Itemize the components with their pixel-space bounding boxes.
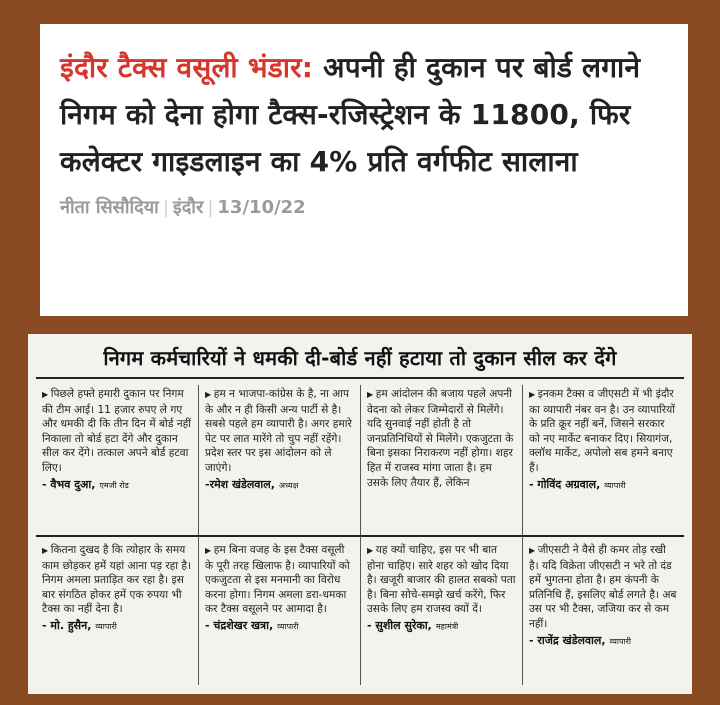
quote-text: ▶ इनकम टैक्स व जीएसटी में भी इंदौर का व्यापारी नंबर वन है। उन व्यापारियों के प्रति क्रूर नहीं बनें, जिसने सरकार को नए मार्केट बनाकर दिए। सियागंज, क्लॉथ मार्केट, अपोलो सब हमने बनाए हैं। xyxy=(529,387,678,476)
quote-author: - सुशील सुरेका, xyxy=(367,618,432,632)
byline-divider: | xyxy=(207,197,214,218)
quote-signature xyxy=(205,619,354,635)
quote-author: - राजेंद्र खंडेलवाल, xyxy=(529,633,606,647)
quote-cell xyxy=(522,535,684,685)
headline xyxy=(60,44,670,185)
quote-signature xyxy=(205,478,354,494)
byline-divider: | xyxy=(162,197,169,218)
publish-date: 13/10/22 xyxy=(217,197,306,218)
quote-author: - गोविंद अग्रवाल, xyxy=(529,477,601,491)
headline-highlight: इंदौर टैक्स वसूली भंडार: xyxy=(60,51,314,84)
quote-cell xyxy=(360,535,522,685)
quote-cell xyxy=(198,385,360,535)
quotes-grid xyxy=(36,385,684,685)
quote-signature xyxy=(42,619,192,635)
quote-role: व्यापारी xyxy=(604,480,626,490)
quote-text: ▶ हम न भाजपा-कांग्रेस के है, ना आप के और न ही किसी अन्य पार्टी से है। सबसे पहले हम व्यापारी है। अगर हमारे पेट पर लात मारेंगे तो चुप नहीं रहेंगे। प्रदेश स्तर पर इस आंदोलन को ले जाएंगे। xyxy=(205,387,354,476)
quote-role: व्यापारी xyxy=(95,621,117,631)
quote-role: व्यापारी xyxy=(277,621,299,631)
quote-author: -रमेश खंडेलवाल, xyxy=(205,477,275,491)
quote-author: - वैभव दुआ, xyxy=(42,477,96,491)
quote-signature xyxy=(367,619,516,635)
quote-author: - मो. हुसैन, xyxy=(42,618,92,632)
clipping-title: निगम कर्मचारियों ने धमकी दी-बोर्ड नहीं हटाया तो दुकान सील कर देंगे xyxy=(36,340,684,379)
byline xyxy=(60,195,670,219)
city-name: इंदौर xyxy=(172,197,204,218)
quote-signature xyxy=(529,634,678,650)
quote-text: ▶ पिछले हफ्ते हमारी दुकान पर निगम की टीम आई। 11 हजार रुपए ले गए और धमकी दी कि तीन दिन में बोर्ड नहीं निकाला तो बोर्ड हटा देंगे और दुकान सील कर देंगे। तत्काल अपने बोर्ड हटवा लिए। xyxy=(42,387,192,476)
quote-text: ▶ कितना दुखद है कि त्योहार के समय काम छोड़कर हमें यहां आना पड़ रहा है। निगम अमला प्रताड़ित कर रहा है। इस बार संगठित होकर हमें एक रुपया भी टैक्स का नहीं देना है। xyxy=(42,543,192,617)
quote-text: ▶ जीएसटी ने वैसे ही कमर तोड़ रखी है। यदि विक्रेता जीएसटी न भरे तो दंड हमें भुगतना होता है। हम कंपनी के प्रतिनिधि हैं, इसलिए बोर्ड लगते है। अब उस पर भी टैक्स, जजिया कर से कम नहीं। xyxy=(529,543,678,632)
quote-cell xyxy=(360,385,522,535)
quote-role: व्यापारी xyxy=(609,636,631,646)
quote-author: - चंद्रशेखर खत्रा, xyxy=(205,618,274,632)
quote-cell xyxy=(36,535,198,685)
quote-text: ▶ हम बिना वजह के इस टैक्स वसूली के पूरी तरह खिलाफ है। व्यापारियों को एकजुटता से इस मनमानी का विरोध करना होगा। निगम अमला डरा-धमका कर टैक्स वसूलने पर आमादा है। xyxy=(205,543,354,617)
quote-role: एमजी रोड xyxy=(99,480,129,490)
quote-signature xyxy=(529,478,678,494)
quote-cell xyxy=(198,535,360,685)
quote-cell xyxy=(36,385,198,535)
quote-signature xyxy=(42,478,192,494)
article-header-card xyxy=(40,24,688,316)
quote-role: अध्यक्ष xyxy=(278,480,299,490)
quote-text: ▶ यह क्यों चाहिए, इस पर भी बात होना चाहिए। सारे शहर को खोद दिया है। खजूरी बाजार की हालत सबको पता है। बिना सोचे-समझे खर्च करेंगे, फिर उसके लिए हम राजस्व क्यों दें। xyxy=(367,543,516,617)
quote-role: महामंत्री xyxy=(435,621,459,631)
author-name: नीता सिसौदिया xyxy=(60,197,159,218)
newspaper-clipping xyxy=(28,334,692,694)
quote-text: ▶ हम आंदोलन की बजाय पहले अपनी वेदना को लेकर जिम्मेदारों से मिलेंगे। यदि सुनवाई नहीं होती है तो जनप्रतिनिधियों से मिलेंगे। एकजुटता के बिना इसका निराकरण नहीं होगा। शहर हित में राजस्व मांगा जाता है। हम उसके लिए तैयार हैं, लेकिन xyxy=(367,387,516,490)
quote-cell xyxy=(522,385,684,535)
headline-text: अपनी ही दुकान पर बोर्ड लगाने निगम को देना होगा टैक्स-रजिस्ट्रेशन के 11800, फिर कलेक्टर गाइडलाइन का 4% प्रति वर्गफीट सालाना xyxy=(60,51,641,178)
